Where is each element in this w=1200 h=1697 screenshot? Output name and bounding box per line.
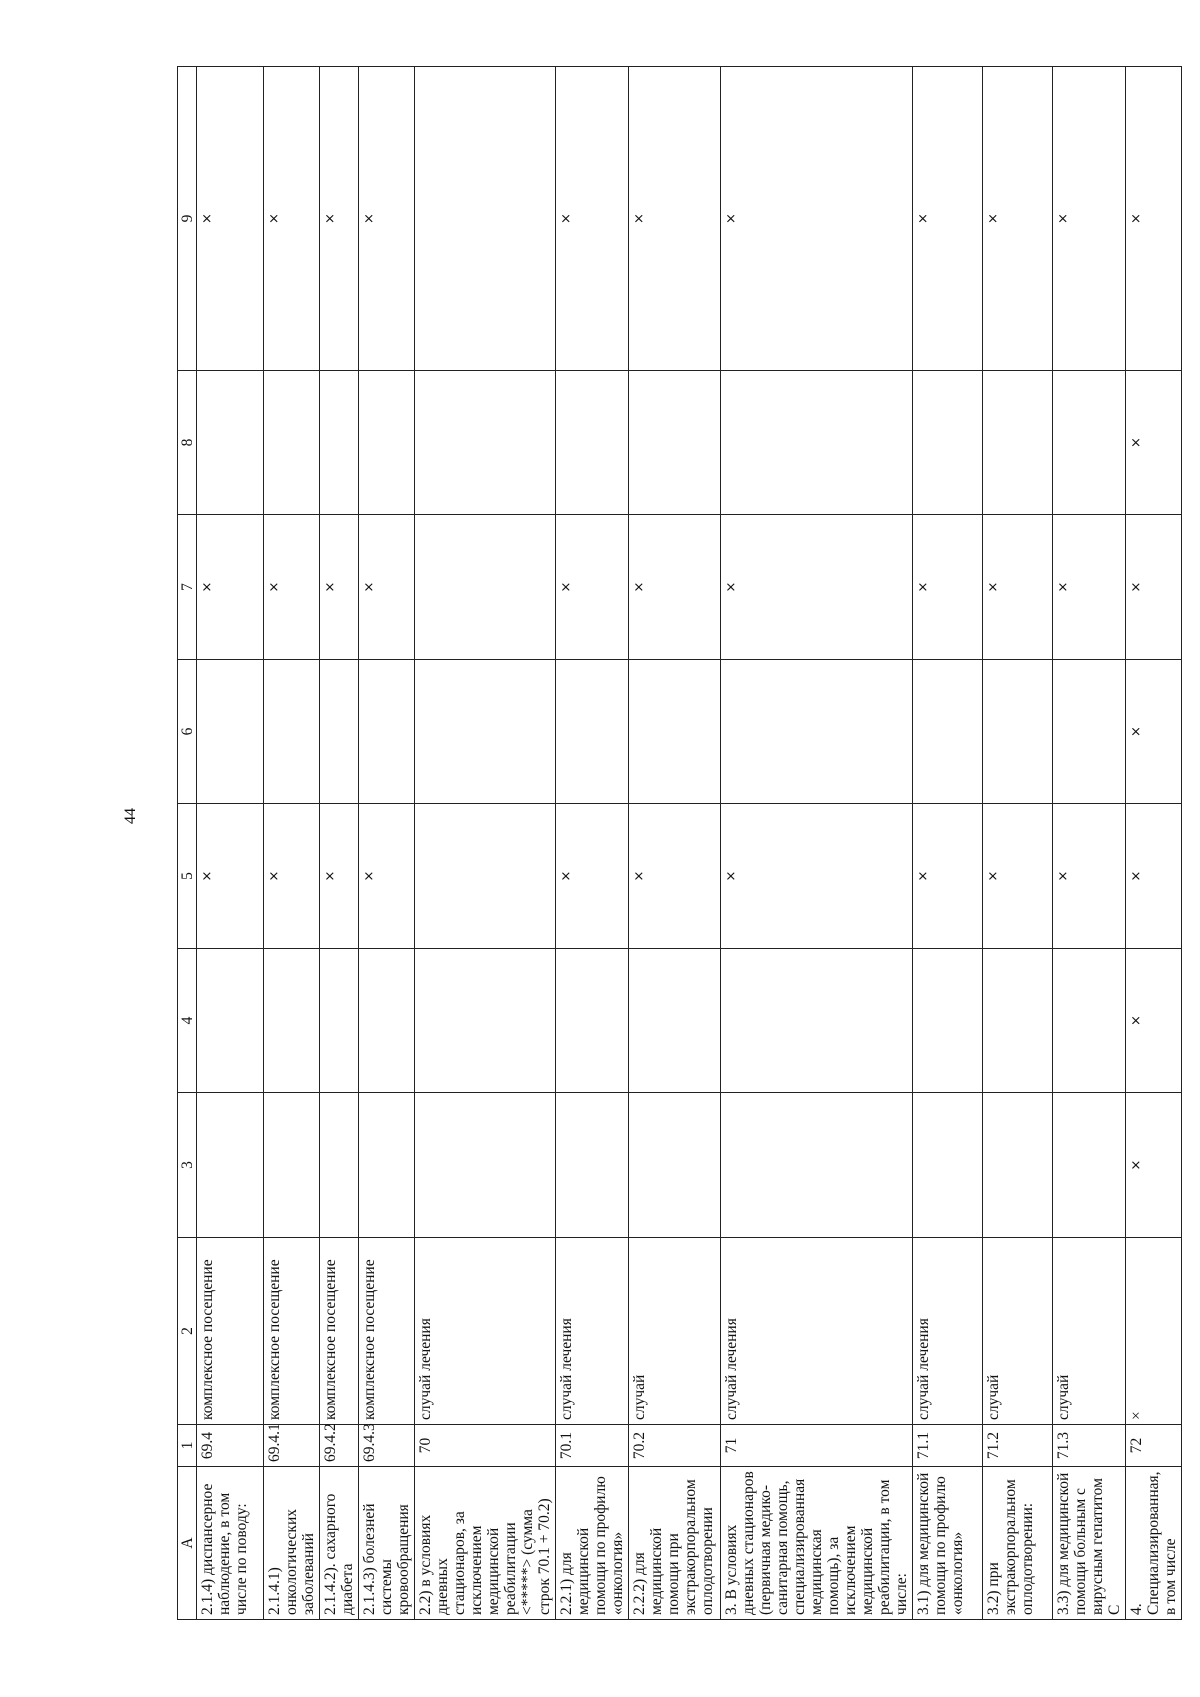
cell-8 [359,371,415,515]
row-code: 69.4.2 [320,1425,359,1467]
table-row [1126,67,1182,1620]
cell-5: × [913,804,983,949]
cell-4 [1053,949,1126,1093]
cell-8 [556,371,629,515]
cell-5: × [1126,804,1182,949]
row-unit: комплексное посещение [264,1238,320,1425]
col-header-a: А [178,1467,197,1620]
cell-3: × [1126,1093,1182,1238]
cell-7: × [1053,515,1126,660]
row-unit: случай [983,1238,1053,1425]
cell-4 [415,949,556,1093]
cell-3 [983,1093,1053,1238]
cell-6 [320,660,359,804]
row-code: 70 [415,1425,556,1467]
cell-8 [1053,371,1126,515]
cell-7: × [629,515,721,660]
cell-9: × [197,67,264,371]
cell-6 [264,660,320,804]
cell-9: × [1053,67,1126,371]
rotated-table-frame [177,67,1179,1620]
cell-6 [197,660,264,804]
cell-8 [721,371,913,515]
row-code: 72 [1126,1425,1182,1467]
cell-3 [721,1093,913,1238]
cell-7: × [983,515,1053,660]
row-unit: комплексное посещение [197,1238,264,1425]
cell-3 [359,1093,415,1238]
row-code: 71.3 [1053,1425,1126,1467]
row-code: 71.1 [913,1425,983,1467]
cell-7: × [913,515,983,660]
row-name: 2.1.4) диспансерное наблюдение, в том числе по поводу: [197,1467,264,1620]
cell-9: × [721,67,913,371]
cell-6 [556,660,629,804]
cell-5: × [320,804,359,949]
cell-3 [197,1093,264,1238]
row-unit: × [1126,1238,1182,1425]
cell-8 [320,371,359,515]
table-container [177,67,1179,1620]
cell-9: × [320,67,359,371]
cell-6 [721,660,913,804]
table-row [320,67,359,1620]
cell-5: × [359,804,415,949]
cell-6 [629,660,721,804]
cell-9: × [629,67,721,371]
cell-3 [1053,1093,1126,1238]
cell-6 [415,660,556,804]
cell-7: × [556,515,629,660]
col-header-5: 5 [178,804,197,949]
cell-7: × [197,515,264,660]
row-name: 2.1.4.3) болезней системы кровообращения [359,1467,415,1620]
cell-3 [415,1093,556,1238]
row-code: 69.4 [197,1425,264,1467]
cell-9: × [1126,67,1182,371]
col-header-9: 9 [178,67,197,371]
cell-8 [983,371,1053,515]
header-row [178,67,197,1620]
cell-5: × [983,804,1053,949]
cell-7: × [320,515,359,660]
cell-5: × [556,804,629,949]
cell-6 [1053,660,1126,804]
row-code: 71.2 [983,1425,1053,1467]
cell-5: × [197,804,264,949]
table-row [983,67,1053,1620]
cell-7 [415,515,556,660]
cell-9 [415,67,556,371]
cell-6 [913,660,983,804]
cell-8 [629,371,721,515]
row-unit: комплексное посещение [359,1238,415,1425]
col-header-2: 2 [178,1238,197,1425]
row-unit: случай лечения [913,1238,983,1425]
row-unit: случай [1053,1238,1126,1425]
cell-3 [556,1093,629,1238]
row-name: 3.1) для медицинской помощи по профилю «онкология» [913,1467,983,1620]
row-unit: случай [629,1238,721,1425]
row-name: 3. В условиях дневных стационаров (первичная медико-санитарная помощь, специализированная медицинская помощь), за исключением медицинской реабилитации, в том числе: [721,1467,913,1620]
table-row [913,67,983,1620]
cell-6 [359,660,415,804]
row-name: 3.3) для медицинской помощи больным с вирусным гепатитом С [1053,1467,1126,1620]
cell-4 [359,949,415,1093]
cell-8 [415,371,556,515]
row-name: 3.2) при экстракорпоральном оплодотворении: [983,1467,1053,1620]
cell-4 [983,949,1053,1093]
row-name: 4. Специализированная, в том числе [1126,1467,1182,1620]
cell-6: × [1126,660,1182,804]
cell-5: × [721,804,913,949]
cell-4: × [1126,949,1182,1093]
col-header-4: 4 [178,949,197,1093]
row-unit: случай лечения [415,1238,556,1425]
table-row [264,67,320,1620]
cell-9: × [913,67,983,371]
table-row [359,67,415,1620]
row-name: 2.1.4.1) онкологических заболеваний [264,1467,320,1620]
row-code: 70.1 [556,1425,629,1467]
page-number: 44 [122,808,139,824]
cell-8 [264,371,320,515]
cell-8 [197,371,264,515]
cell-5: × [264,804,320,949]
row-name: 2.2) в условиях дневных стационаров, за исключением медицинской реабилитации <*****> (сумма строк 70.1 + 70.2) [415,1467,556,1620]
cell-5: × [1053,804,1126,949]
row-code: 70.2 [629,1425,721,1467]
row-name: 2.2.2) для медицинской помощи при экстракорпоральном оплодотворении [629,1467,721,1620]
col-header-7: 7 [178,515,197,660]
row-unit: случай лечения [721,1238,913,1425]
cell-4 [320,949,359,1093]
cell-7: × [1126,515,1182,660]
cell-5 [415,804,556,949]
row-code: 71 [721,1425,913,1467]
data-table [177,66,1182,1620]
row-code: 69.4.1 [264,1425,320,1467]
cell-9: × [359,67,415,371]
cell-5: × [629,804,721,949]
cell-3 [320,1093,359,1238]
table-row [1053,67,1126,1620]
cell-4 [556,949,629,1093]
cell-7: × [721,515,913,660]
cell-9: × [983,67,1053,371]
row-unit: комплексное посещение [320,1238,359,1425]
cell-4 [721,949,913,1093]
col-header-8: 8 [178,371,197,515]
cell-8: × [1126,371,1182,515]
cell-8 [913,371,983,515]
cell-7: × [264,515,320,660]
cell-4 [264,949,320,1093]
row-code: 69.4.3 [359,1425,415,1467]
cell-9: × [264,67,320,371]
cell-9: × [556,67,629,371]
table-row [197,67,264,1620]
cell-4 [629,949,721,1093]
table-row [629,67,721,1620]
cell-4 [197,949,264,1093]
row-name: 2.2.1) для медицинской помощи по профилю «онкология» [556,1467,629,1620]
cell-3 [629,1093,721,1238]
cell-7: × [359,515,415,660]
table-row [721,67,913,1620]
cell-4 [913,949,983,1093]
table-row [415,67,556,1620]
cell-6 [983,660,1053,804]
cell-3 [264,1093,320,1238]
cell-3 [913,1093,983,1238]
col-header-3: 3 [178,1093,197,1238]
row-name: 2.1.4.2). сахарного диабета [320,1467,359,1620]
table-row [556,67,629,1620]
col-header-6: 6 [178,660,197,804]
row-unit: случай лечения [556,1238,629,1425]
col-header-1: 1 [178,1425,197,1467]
